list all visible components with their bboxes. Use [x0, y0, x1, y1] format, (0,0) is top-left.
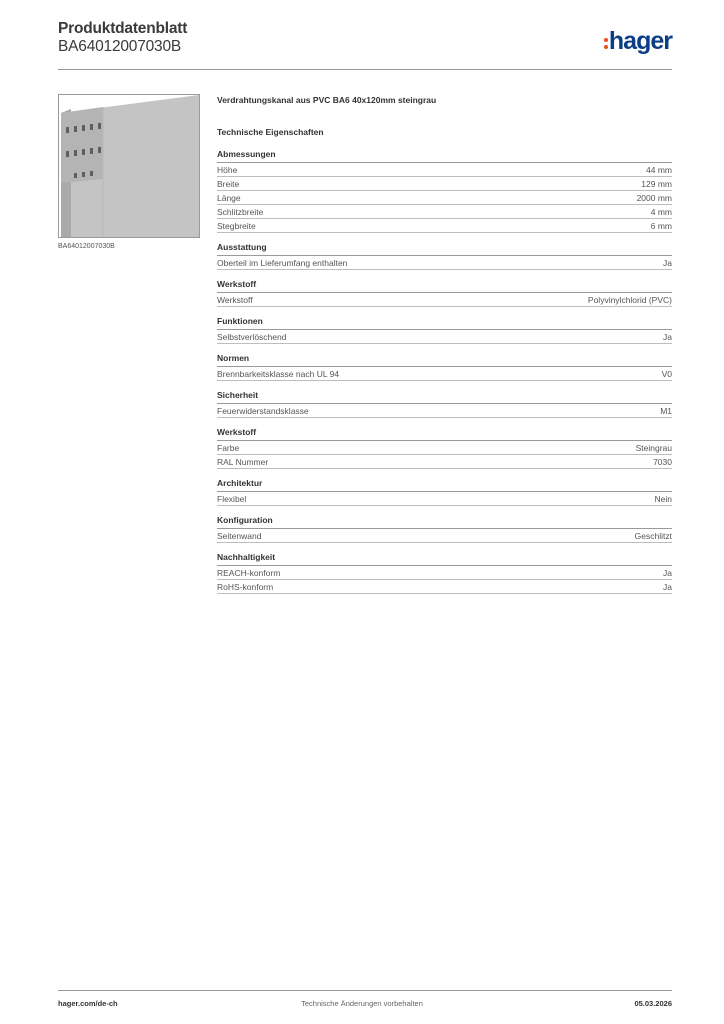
- property-row: [217, 566, 672, 580]
- property-group-title: Konfiguration: [217, 515, 672, 529]
- property-group: [217, 279, 672, 307]
- property-value: Ja: [663, 258, 672, 268]
- property-label: Höhe: [217, 165, 238, 175]
- property-row: [217, 529, 672, 543]
- property-group: [217, 390, 672, 418]
- property-label: Schlitzbreite: [217, 207, 264, 217]
- property-value: Ja: [663, 582, 672, 592]
- property-row: [217, 256, 672, 270]
- property-row: [217, 580, 672, 594]
- property-label: Seitenwand: [217, 531, 262, 541]
- property-group-title: Funktionen: [217, 316, 672, 330]
- document-number: BA64012007030B: [58, 38, 182, 55]
- property-value: 2000 mm: [636, 193, 672, 203]
- footer-notice: Technische Änderungen vorbehalten: [301, 999, 423, 1008]
- properties-heading: Technische Eigenschaften: [217, 127, 324, 137]
- property-label: Stegbreite: [217, 221, 256, 231]
- property-value: 129 mm: [641, 179, 672, 189]
- property-group: [217, 427, 672, 469]
- property-row: [217, 404, 672, 418]
- property-row: [217, 367, 672, 381]
- property-value: 6 mm: [650, 221, 672, 231]
- property-row: [217, 293, 672, 307]
- property-value: M1: [660, 406, 672, 416]
- property-row: [217, 163, 672, 177]
- footer-date: 05.03.2026: [634, 999, 672, 1008]
- hager-logo: [604, 27, 672, 56]
- property-label: Feuerwiderstandsklasse: [217, 406, 309, 416]
- property-group-title: Normen: [217, 353, 672, 367]
- property-value: 7030: [653, 457, 672, 467]
- property-row: [217, 219, 672, 233]
- property-label: RAL Nummer: [217, 457, 269, 467]
- property-row: [217, 191, 672, 205]
- property-row: [217, 492, 672, 506]
- property-group: [217, 515, 672, 543]
- property-group-title: Nachhaltigkeit: [217, 552, 672, 566]
- property-group: [217, 552, 672, 594]
- property-label: Werkstoff: [217, 295, 253, 305]
- property-label: Breite: [217, 179, 240, 189]
- logo-dots: [604, 38, 608, 49]
- product-image: [58, 94, 200, 238]
- product-name: Verdrahtungskanal aus PVC BA6 40x120mm steingrau: [217, 95, 437, 105]
- property-value: Ja: [663, 568, 672, 578]
- property-value: 4 mm: [650, 207, 672, 217]
- property-row: [217, 177, 672, 191]
- property-group: [217, 149, 672, 233]
- property-label: Oberteil im Lieferumfang enthalten: [217, 258, 348, 268]
- property-group: [217, 316, 672, 344]
- property-group-title: Abmessungen: [217, 149, 672, 163]
- header-divider: [58, 69, 672, 70]
- property-value: Polyvinylchlorid (PVC): [587, 295, 672, 305]
- property-group: [217, 242, 672, 270]
- property-group: [217, 478, 672, 506]
- property-label: Flexibel: [217, 494, 247, 504]
- footer-divider: [58, 990, 672, 991]
- cable-duct-illustration: [59, 95, 199, 237]
- property-value: Geschlitzt: [634, 531, 672, 541]
- property-label: Länge: [217, 193, 241, 203]
- property-label: RoHS-konform: [217, 582, 274, 592]
- properties-list: [217, 149, 672, 594]
- property-group-title: Werkstoff: [217, 279, 672, 293]
- property-label: Brennbarkeitsklasse nach UL 94: [217, 369, 340, 379]
- property-group-title: Sicherheit: [217, 390, 672, 404]
- property-group-title: Werkstoff: [217, 427, 672, 441]
- property-value: Steingrau: [635, 443, 672, 453]
- property-label: Farbe: [217, 443, 240, 453]
- property-value: Nein: [654, 494, 672, 504]
- property-value: Ja: [663, 332, 672, 342]
- property-group: [217, 353, 672, 381]
- image-caption: BA64012007030B: [58, 243, 115, 250]
- document-title: Produktdatenblatt: [58, 20, 188, 37]
- property-row: [217, 441, 672, 455]
- property-label: REACH-konform: [217, 568, 281, 578]
- property-row: [217, 330, 672, 344]
- property-value: 44 mm: [646, 165, 672, 175]
- property-label: Selbstverlöschend: [217, 332, 287, 342]
- property-group-title: Ausstattung: [217, 242, 672, 256]
- logo-text: hager: [608, 27, 672, 55]
- property-value: V0: [661, 369, 672, 379]
- property-row: [217, 205, 672, 219]
- property-row: [217, 455, 672, 469]
- property-group-title: Architektur: [217, 478, 672, 492]
- footer-website: hager.com/de-ch: [58, 999, 118, 1008]
- product-details: [217, 95, 672, 603]
